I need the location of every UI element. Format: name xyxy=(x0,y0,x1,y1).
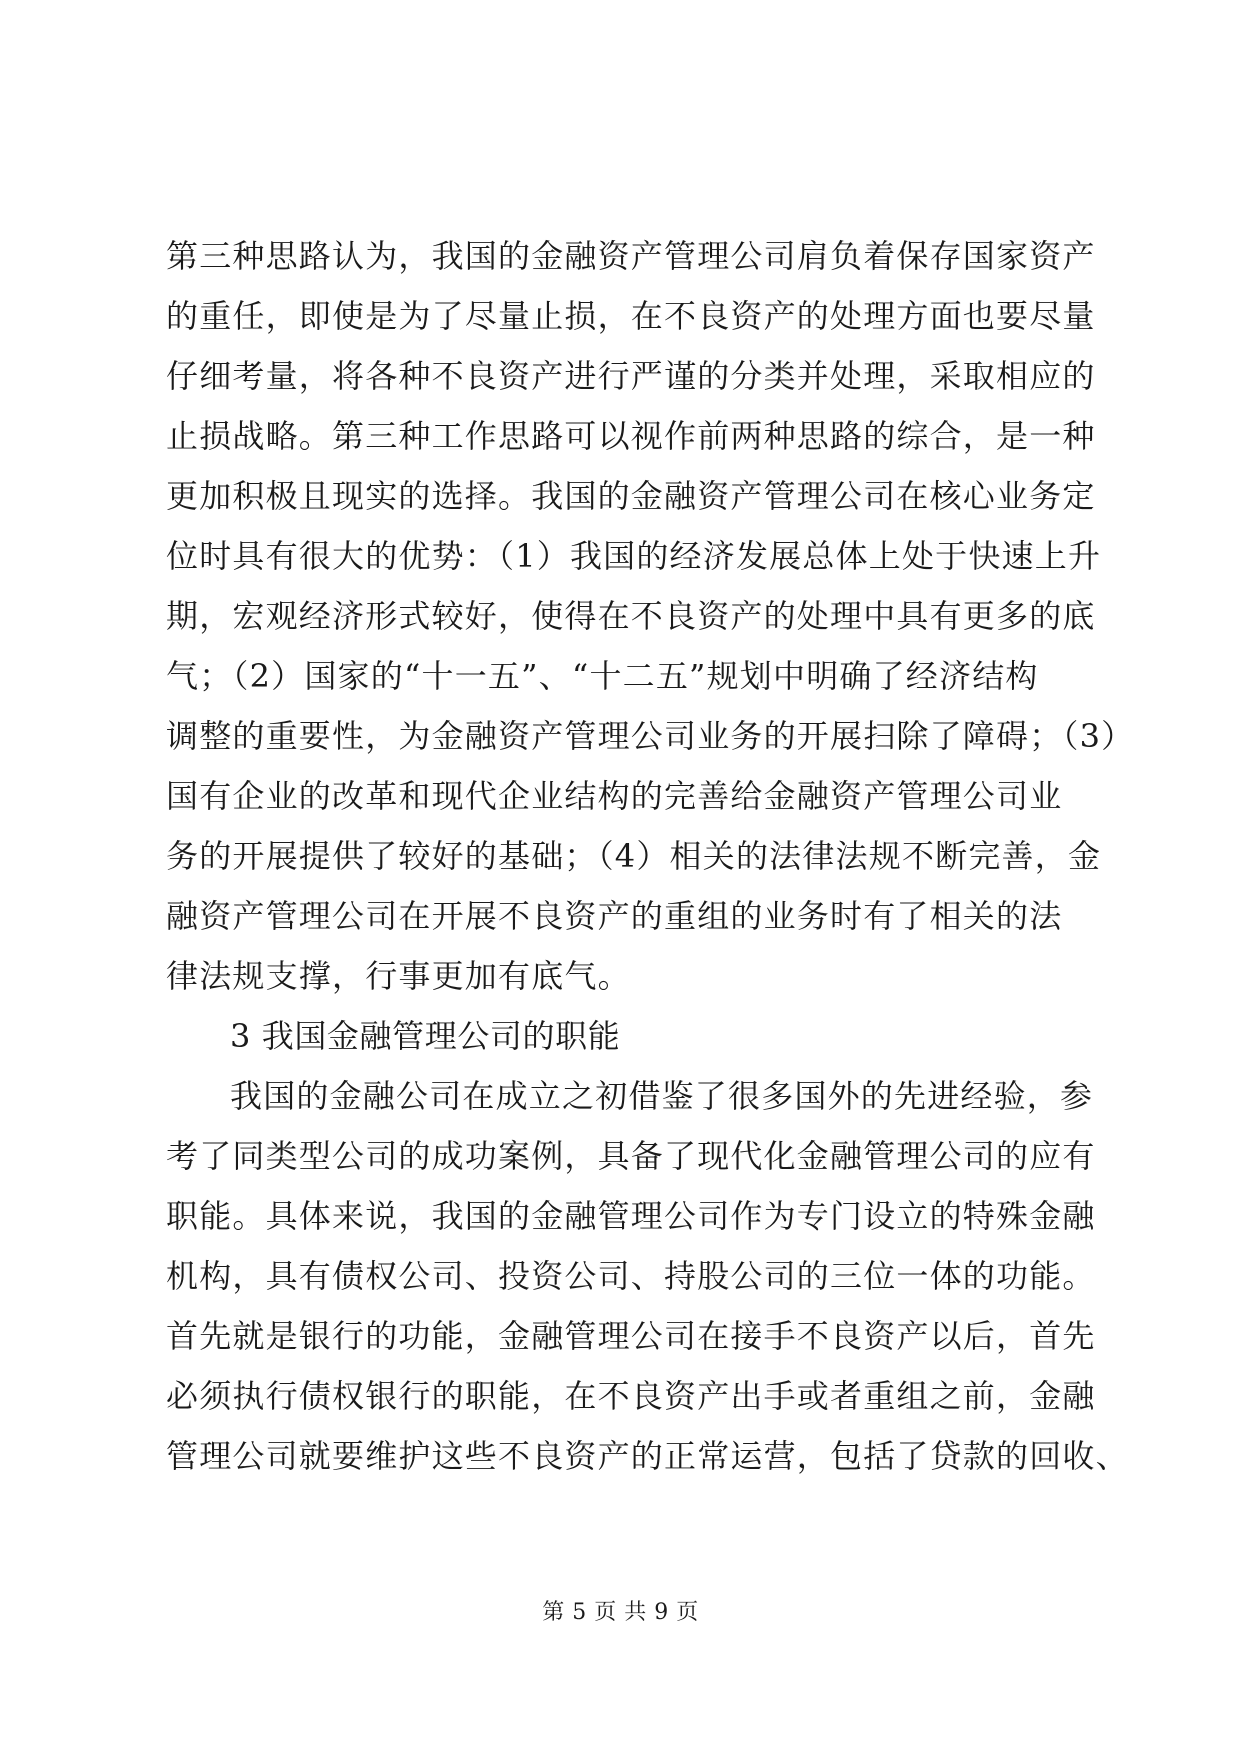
text-line: 必须执行债权银行的职能，在不良资产出手或者重组之前，金融 xyxy=(166,1377,1096,1415)
text-line: 更加积极且现实的选择。我国的金融资产管理公司在核心业务定 xyxy=(166,477,1096,515)
text-line: 调整的重要性，为金融资产管理公司业务的开展扫除了障碍；（3） xyxy=(166,717,1135,755)
text-line: 国有企业的改革和现代企业结构的完善给金融资产管理公司业 xyxy=(166,777,1063,815)
text-line: 融资产管理公司在开展不良资产的重组的业务时有了相关的法 xyxy=(166,897,1063,935)
page-footer: 第 5 页 共 9 页 xyxy=(542,1600,699,1625)
text-line: 的重任，即使是为了尽量止损，在不良资产的处理方面也要尽量 xyxy=(166,297,1096,335)
text-line: 我国的金融公司在成立之初借鉴了很多国外的先进经验，参 xyxy=(230,1077,1094,1115)
text-line: 管理公司就要维护这些不良资产的正常运营，包括了贷款的回收、 xyxy=(166,1437,1129,1475)
section-heading: 3 我国金融管理公司的职能 xyxy=(230,1017,621,1055)
text-line: 仔细考量，将各种不良资产进行严谨的分类并处理，采取相应的 xyxy=(166,357,1096,395)
text-line: 务的开展提供了较好的基础；（4）相关的法律法规不断完善，金 xyxy=(166,837,1102,875)
text-line: 律法规支撑，行事更加有底气。 xyxy=(166,957,631,995)
text-line: 考了同类型公司的成功案例，具备了现代化金融管理公司的应有 xyxy=(166,1137,1096,1175)
text-line: 位时具有很大的优势：（1）我国的经济发展总体上处于快速上升 xyxy=(166,537,1102,575)
text-line: 首先就是银行的功能，金融管理公司在接手不良资产以后，首先 xyxy=(166,1317,1096,1355)
document-body xyxy=(166,226,1135,1486)
text-line: 气；（2）国家的“十一五”、“十二五”规划中明确了经济结构 xyxy=(166,657,1039,695)
text-line: 职能。具体来说，我国的金融管理公司作为专门设立的特殊金融 xyxy=(166,1197,1096,1235)
text-line: 第三种思路认为，我国的金融资产管理公司肩负着保存国家资产 xyxy=(166,237,1096,275)
text-line: 期，宏观经济形式较好，使得在不良资产的处理中具有更多的底 xyxy=(166,597,1096,635)
text-line: 机构，具有债权公司、投资公司、持股公司的三位一体的功能。 xyxy=(166,1257,1096,1295)
text-line: 止损战略。第三种工作思路可以视作前两种思路的综合，是一种 xyxy=(166,417,1096,455)
